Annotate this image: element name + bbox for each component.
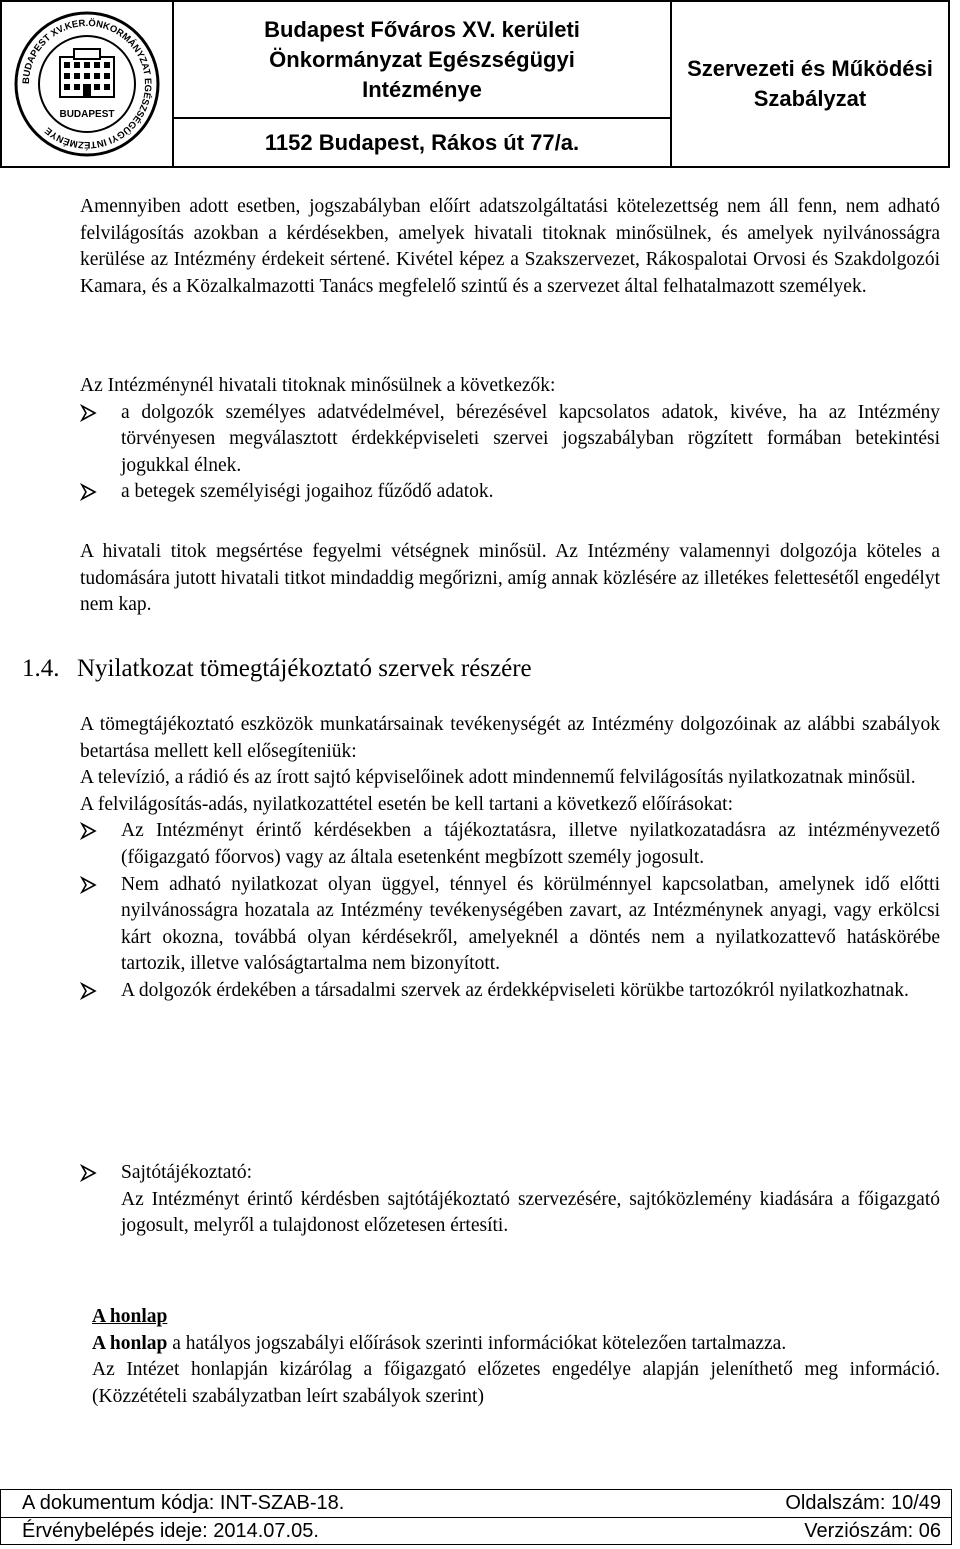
paragraph-text: A hivatali titok megsértése fegyelmi vétségnek minősül. Az Intézmény valamennyi dolgozója köteles a tudomására jutott hivatali titkot mindaddig megőrizni, amíg annak közlésére az illetékes felettesétől engedélyt nem kap. [80, 541, 940, 616]
media-paragraph-2: A televízió, a rádió és az írott sajtó képviselőinek adott mindennemű felvilágosítás nyilatkozatnak minősül. [80, 767, 916, 789]
press-text: Az Intézményt érintő kérdésben sajtótájékoztató szervezésére, sajtóközlemény kiadására a főigazgató jogosult, melyről a tulajdonost előzetesen értesíti. [121, 1188, 940, 1237]
homepage-paragraph-2: Az Intézet honlapján kizárólag a főigazgató előzetes engedélye alapján jeleníthető meg információ. (Közzétételi szabályzatban leírt szabályok szerint) [92, 1359, 940, 1407]
list-item-text: a dolgozók személyes adatvédelmével, bérezésével kapcsolatos adatok, kivéve, ha az Intézmény törvényesen megválasztott érdekképviseleti szervei jogszabályban rögzített formában betekintési jogukkal élnek. [121, 401, 940, 476]
section-number: 1.4. [22, 655, 60, 682]
version-number: Verziószám: 06 [804, 1520, 941, 1542]
document-title-line-2: Szabályzat [753, 86, 867, 111]
effective-date: Érvénybelépés ideje: 2014.07.05. [22, 1520, 319, 1542]
list-item [80, 818, 940, 871]
list-item-text: A dolgozók érdekében a társadalmi szervek az érdekképviseleti körükbe tartozókról nyilatkozhatnak. [121, 979, 909, 1001]
media-paragraph-1: A tömegtájékoztató eszközök munkatársainak tevékenységét az Intézmény dolgozóinak az alábbi szabályok betartása mellett kell elősegíteniük: [80, 714, 940, 762]
list-item [80, 1160, 940, 1240]
institution-seal-logo [12, 9, 162, 159]
document-header [0, 0, 950, 168]
paragraph-breach [80, 539, 940, 619]
seal-ring-text: BUDAPEST XV.KER.ÖNKORMÁNYZAT EGÉSZSÉGÜGYI INTÉZMÉNYE [20, 17, 154, 151]
homepage-section [92, 1304, 940, 1410]
homepage-paragraph-1 [92, 1331, 940, 1358]
secrets-section [80, 373, 940, 506]
organization-name-line-1: Budapest Főváros XV. kerületi [264, 16, 580, 42]
paragraph-text: Amennyiben adott esetben, jogszabályban előírt adatszolgáltatási kötelezettség nem áll fenn, nem adható felvilágosítás azokban a kérdésekben, amelyek hivatali titoknak minősülnek, és amelyek nyilvánosságra kerülése az Intézmény érdekeit sértené. Kivétel képez a Szakszervezet, Rákospalotai Orvosi és Szakdolgozói Kamara, és a Közalkalmazotti Tanács megfelelő szintű és a szervezet által felhatalmazott személyek. [80, 196, 940, 297]
press-label: Sajtótájékoztató: [121, 1162, 253, 1183]
footer-row-1 [1, 1490, 951, 1518]
homepage-bold-term: A honlap [92, 1332, 168, 1354]
arrow-bullet-icon [80, 479, 110, 505]
press-conference-section [80, 1160, 940, 1240]
header-logo-cell [2, 2, 174, 166]
list-item [80, 978, 940, 1005]
seal-bottom-text: BUDAPEST [59, 109, 115, 120]
organization-address: 1152 Budapest, Rákos út 77/a. [264, 129, 580, 155]
header-document-title [672, 2, 948, 166]
list-item [80, 479, 940, 506]
arrow-bullet-icon [80, 400, 110, 426]
list-item [80, 400, 940, 480]
list-item-text: a betegek személyiségi jogaihoz fűződő adatok. [121, 481, 494, 503]
homepage-heading: A honlap [92, 1306, 168, 1327]
homepage-text-rest: a hatályos jogszabályi előírások szerinti információkat kötelezően tartalmazza. [167, 1332, 787, 1354]
document-footer [0, 1489, 952, 1545]
paragraph-secrecy-exceptions [80, 194, 940, 300]
media-paragraph-3: A felvilágosítás-adás, nyilatkozattétel esetén be kell tartani a következő előírásokat: [80, 793, 734, 815]
secrets-intro: Az Intézménynél hivatali titoknak minősülnek a következők: [80, 375, 556, 396]
header-organization-cell [174, 2, 672, 166]
organization-name-line-2: Önkormányzat Egészségügyi [269, 46, 575, 72]
document-code: A dokumentum kódja: INT-SZAB-18. [22, 1492, 345, 1514]
arrow-bullet-icon [80, 872, 110, 898]
page-number: Oldalszám: 10/49 [785, 1492, 941, 1514]
arrow-bullet-icon [80, 818, 110, 844]
document-title-line-1: Szervezeti és Működési [687, 56, 933, 81]
section-title: Nyilatkozat tömegtájékoztató szervek részére [77, 655, 532, 682]
list-item-text: Az Intézményt érintő kérdésekben a tájékoztatásra, illetve nyilatkozatadásra az intézményvezető (főigazgató főorvos) vagy az általa esetenként megbízott személy jogosult. [121, 820, 940, 868]
list-item-text: Nem adható nyilatkozat olyan üggyel, ténnyel és körülménnyel kapcsolatban, amelynek idő előtti nyilvánosságra hozatala az Intézmény tevékenységében zavart, az Intézménynek anyagi, vagy erkölcsi kárt okozna, továbbá olyan kérdésekről, amelyeknél a döntés nem a nyilatkozattevő hatáskörébe tartozik, illetve valóságtartalma nem bizonyított. [121, 873, 940, 975]
media-section [80, 712, 940, 1005]
footer-row-2 [1, 1518, 951, 1545]
list-item [80, 872, 940, 978]
section-heading [22, 654, 532, 684]
organization-name [174, 2, 670, 119]
organization-name-line-3: Intézménye [362, 76, 482, 102]
arrow-bullet-icon [80, 1160, 110, 1186]
arrow-bullet-icon [80, 978, 110, 1004]
